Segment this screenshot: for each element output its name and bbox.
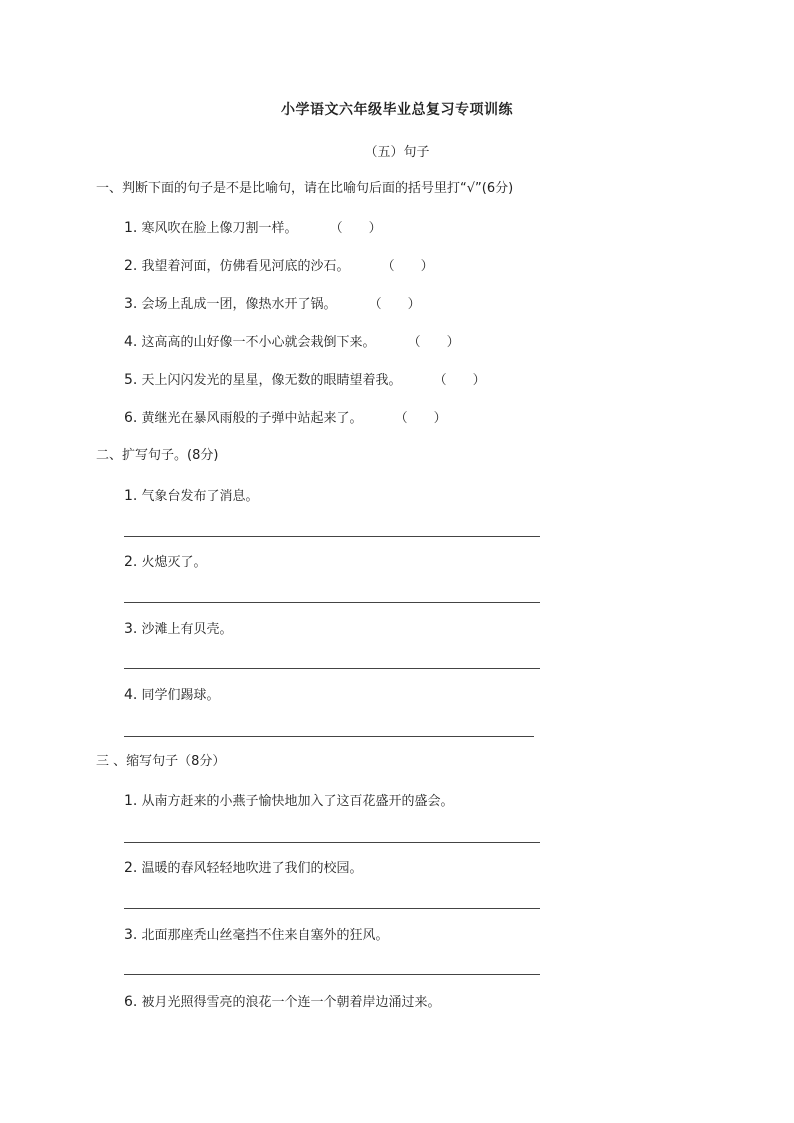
- section3-item-1: [124, 792, 454, 811]
- item-number: 1.: [124, 220, 138, 236]
- answer-line[interactable]: [124, 842, 540, 843]
- item-text: 同学们踢球。: [141, 688, 220, 703]
- section2-item-2: [124, 553, 207, 572]
- item-text: 温暖的春风轻轻地吹进了我们的校园。: [141, 861, 363, 876]
- section1-item-1: [124, 219, 382, 238]
- item-number: 2.: [124, 258, 138, 274]
- answer-parentheses[interactable]: （ ）: [433, 373, 486, 388]
- item-number: 3.: [124, 927, 138, 943]
- answer-parentheses[interactable]: （ ）: [368, 297, 421, 312]
- item-text: 北面那座秃山丝毫挡不住来自塞外的狂风。: [141, 928, 389, 943]
- section1-item-3: [124, 295, 421, 314]
- item-number: 1.: [124, 488, 138, 504]
- item-text: 天上闪闪发光的星星，像无数的眼睛望着我。: [141, 373, 402, 388]
- answer-line[interactable]: [124, 536, 540, 537]
- answer-line[interactable]: [124, 974, 540, 975]
- answer-parentheses[interactable]: （ ）: [329, 221, 382, 236]
- answer-parentheses[interactable]: （ ）: [394, 411, 447, 426]
- answer-line[interactable]: [124, 736, 534, 737]
- answer-parentheses[interactable]: （ ）: [407, 335, 460, 350]
- answer-parentheses[interactable]: （ ）: [381, 259, 434, 274]
- item-text: 火熄灭了。: [141, 555, 207, 570]
- section3-item-2: [124, 859, 363, 878]
- item-text: 会场上乱成一团，像热水开了锅。: [141, 297, 337, 312]
- item-text: 寒风吹在脸上像刀割一样。: [141, 221, 298, 236]
- section2-item-4: [124, 686, 220, 705]
- section1-item-5: [124, 371, 486, 390]
- item-text: 被月光照得雪亮的浪花一个连一个朝着岸边涌过来。: [141, 995, 441, 1010]
- item-number: 4.: [124, 687, 138, 703]
- section2-item-3: [124, 620, 233, 639]
- section3-item-3: [124, 926, 389, 945]
- item-number: 3.: [124, 621, 138, 637]
- page-subtitle: （五）句子: [364, 145, 430, 160]
- item-text: 黄继光在暴风雨般的子弹中站起来了。: [141, 411, 363, 426]
- item-text: 从南方赶来的小燕子愉快地加入了这百花盛开的盛会。: [141, 794, 454, 809]
- item-number: 2.: [124, 554, 138, 570]
- item-number: 4.: [124, 334, 138, 350]
- item-number: 6.: [124, 410, 138, 426]
- section3-heading: 三 、缩写句子（8分）: [96, 754, 226, 769]
- section1-item-6: [124, 409, 447, 428]
- section1-item-4: [124, 333, 460, 352]
- section2-heading: 二、扩写句子。(8分): [96, 448, 219, 463]
- item-number: 1.: [124, 793, 138, 809]
- answer-line[interactable]: [124, 668, 540, 669]
- section3-item-4: [124, 993, 441, 1012]
- item-number: 3.: [124, 296, 138, 312]
- item-text: 这高高的山好像一不小心就会栽倒下来。: [141, 335, 376, 350]
- item-text: 我望着河面，仿佛看见河底的沙石。: [141, 259, 350, 274]
- section1-heading: 一、判断下面的句子是不是比喻句，请在比喻句后面的括号里打“√”(6分): [96, 181, 514, 196]
- answer-line[interactable]: [124, 602, 540, 603]
- page-title: 小学语文六年级毕业总复习专项训练: [281, 102, 513, 118]
- item-number: 6.: [124, 994, 138, 1010]
- item-text: 气象台发布了消息。: [141, 489, 259, 504]
- answer-line[interactable]: [124, 908, 540, 909]
- item-text: 沙滩上有贝壳。: [141, 622, 233, 637]
- section2-item-1: [124, 487, 259, 506]
- section1-item-2: [124, 257, 434, 276]
- item-number: 2.: [124, 860, 138, 876]
- item-number: 5.: [124, 372, 138, 388]
